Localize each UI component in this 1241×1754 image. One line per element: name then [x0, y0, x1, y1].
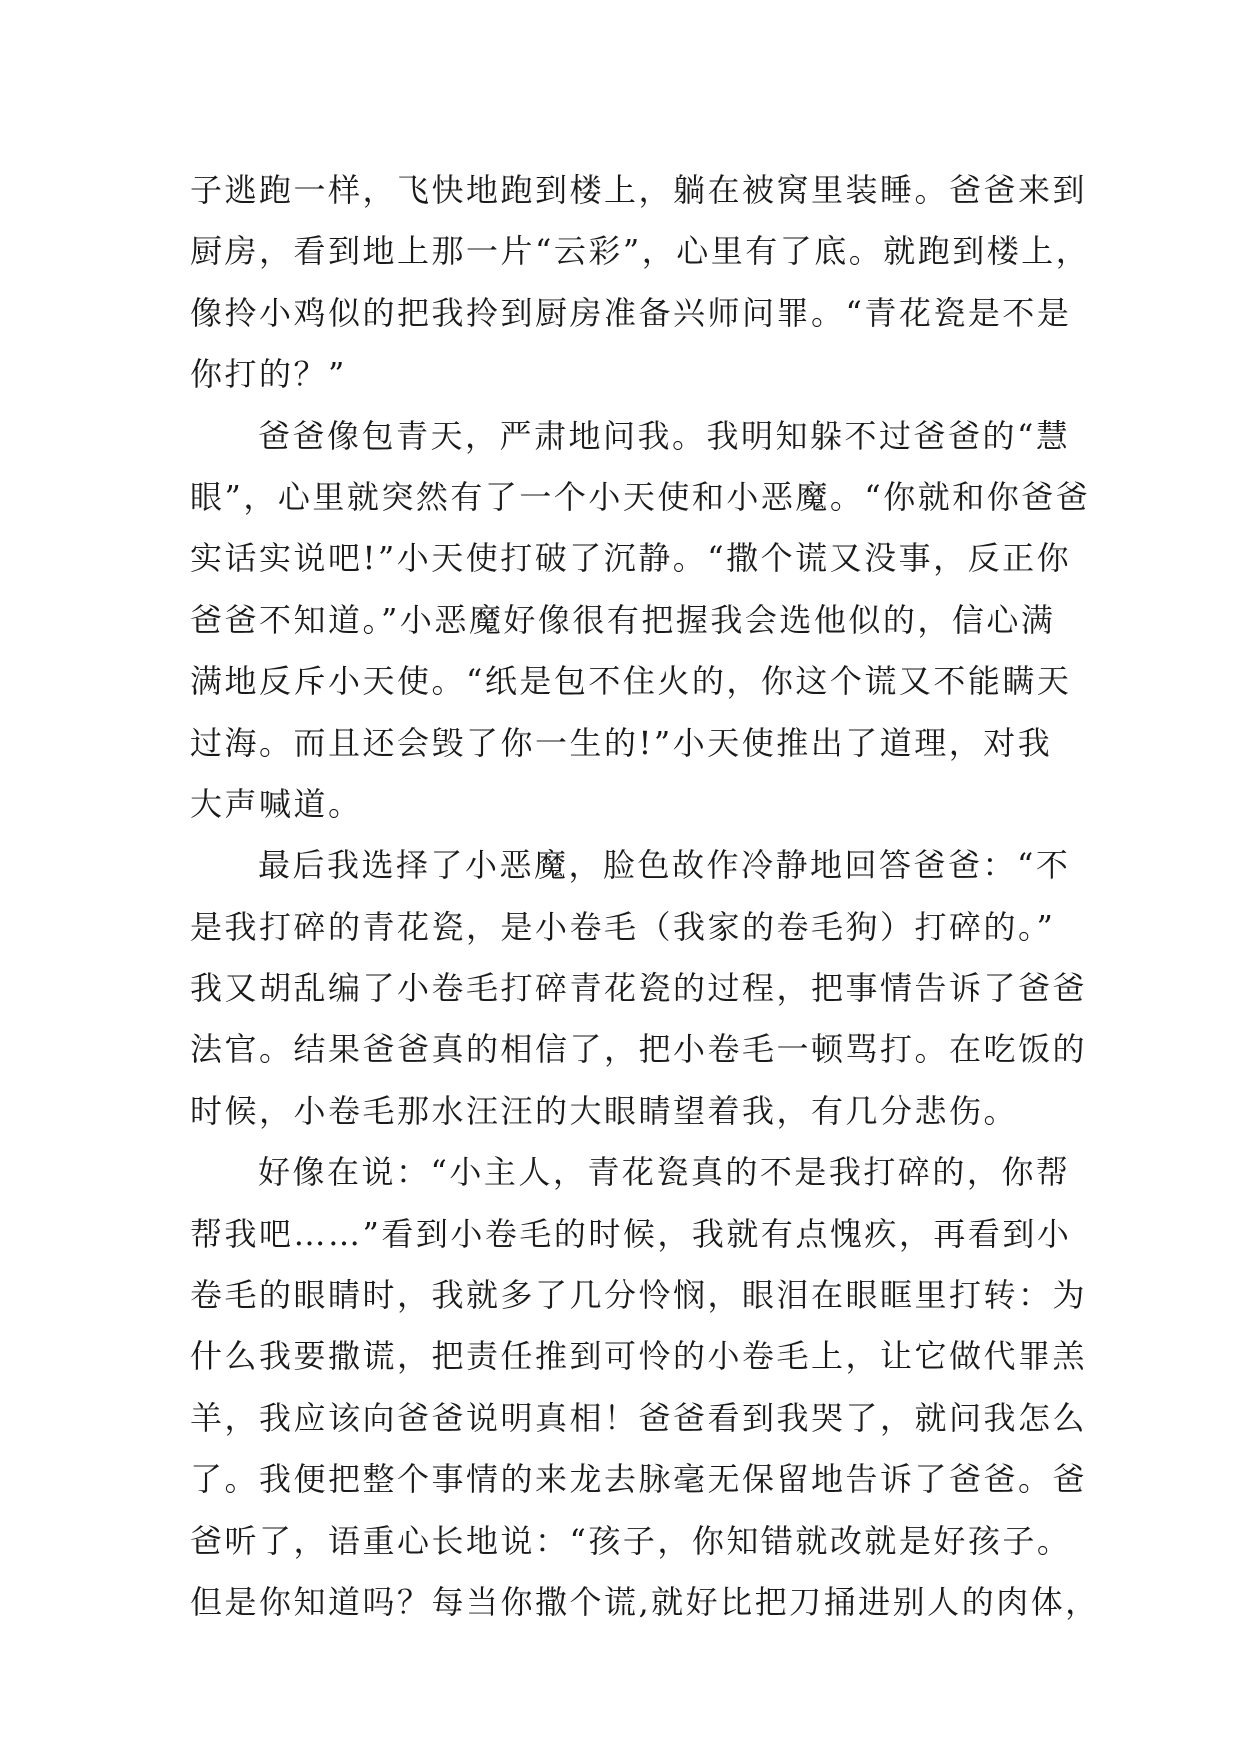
- text-line: 爸听了，语重心长地说：“孩子，你知错就改就是好孩子。: [190, 1521, 1072, 1560]
- text-line: 爸爸不知道。”小恶魔好像很有把握我会选他似的，信心满: [190, 600, 1056, 639]
- text-line: 时候，小卷毛那水汪汪的大眼睛望着我，有几分悲伤。: [190, 1091, 1019, 1130]
- paragraph-first-line: 爸爸像包青天，严肃地问我。我明知躲不过爸爸的“慧: [258, 416, 1071, 455]
- text-line: 过海。而且还会毁了你一生的!”小天使推出了道理，对我: [190, 723, 1053, 762]
- text-line: 但是你知道吗？每当你撒个谎,就好比把刀捅进别人的肉体，: [190, 1582, 1100, 1621]
- text-line: 是我打碎的青花瓷，是小卷毛（我家的卷毛狗）打碎的。”: [190, 907, 1056, 946]
- text-line: 厨房，看到地上那一片“云彩”，心里有了底。就跑到楼上，: [190, 232, 1091, 271]
- text-line: 大声喊道。: [190, 784, 363, 823]
- paragraph-first-line: 最后我选择了小恶魔，脸色故作冷静地回答爸爸：“不: [258, 846, 1071, 885]
- text-line: 了。我便把整个事情的来龙去脉毫无保留地告诉了爸爸。爸: [190, 1460, 1088, 1499]
- text-line: 卷毛的眼睛时，我就多了几分怜悯，眼泪在眼眶里打转：为: [190, 1276, 1088, 1315]
- text-line: 像拎小鸡似的把我拎到厨房准备兴师问罪。“青花瓷是不是: [190, 293, 1072, 332]
- text-line: 满地反斥小天使。“纸是包不住火的，你这个谎又不能瞒天: [190, 662, 1072, 701]
- text-line: 你打的？”: [190, 355, 347, 394]
- text-line: 子逃跑一样，飞快地跑到楼上，躺在被窝里装睡。爸爸来到: [190, 171, 1088, 209]
- text-line: 帮我吧……”看到小卷毛的时候，我就有点愧疚，再看到小: [190, 1214, 1072, 1253]
- text-line: 羊，我应该向爸爸说明真相！爸爸看到我哭了，就问我怎么: [190, 1398, 1088, 1437]
- text-line: 眼”，心里就突然有了一个小天使和小恶魔。“你就和你爸爸: [190, 477, 1091, 516]
- text-line: 实话实说吧!”小天使打破了沉静。“撒个谎又没事，反正你: [190, 539, 1072, 578]
- text-line: 法官。结果爸爸真的相信了，把小卷毛一顿骂打。在吃饭的: [190, 1030, 1088, 1069]
- paragraph-first-line: 好像在说：“小主人，青花瓷真的不是我打碎的，你帮: [258, 1153, 1071, 1192]
- body-text: [190, 160, 1100, 1633]
- text-line: 我又胡乱编了小卷毛打碎青花瓷的过程，把事情告诉了爸爸: [190, 969, 1088, 1008]
- text-line: 什么我要撒谎，把责任推到可怜的小卷毛上，让它做代罪羔: [190, 1337, 1088, 1376]
